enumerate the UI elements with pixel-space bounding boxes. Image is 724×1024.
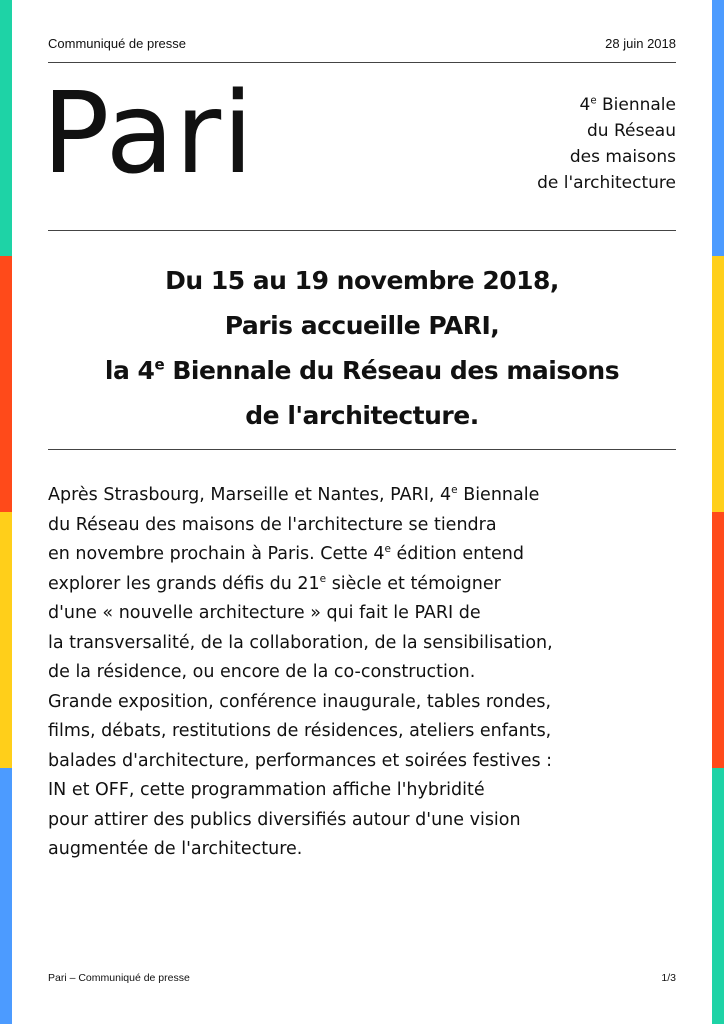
headline-line: la 4e Biennale du Réseau des maisons [104, 355, 620, 385]
subtitle-line: des maisons [569, 147, 676, 167]
body-line: Après Strasbourg, Marseille et Nantes, PARI, 4e Biennale [48, 484, 540, 505]
body-line: IN et OFF, cette programmation affiche l'hybridité [48, 780, 485, 800]
body-line: du Réseau des maisons de l'architecture se tiendra [48, 514, 497, 535]
left-bar-red [0, 256, 12, 512]
right-bar-green [712, 768, 724, 1024]
left-bar-green [0, 0, 12, 256]
body-line: en novembre prochain à Paris. Cette 4e édition entend [48, 543, 525, 564]
header-rule [48, 62, 676, 63]
page-number: 1/3 [661, 972, 676, 984]
body-line: de la résidence, ou encore de la co-construction. [48, 662, 476, 682]
body-line: la transversalité, de la collaboration, de la sensibilisation, [48, 632, 553, 653]
subtitle-line: 4e Biennale [579, 95, 676, 115]
headline-line: Paris accueille PARI, [224, 311, 500, 340]
body-line: augmentée de l'architecture. [48, 839, 303, 859]
body-line: films, débats, restitutions de résidences, ateliers enfants, [48, 721, 552, 741]
headline-line: de l'architecture. [245, 401, 479, 430]
page-title: Pari [42, 69, 255, 199]
body-line: explorer les grands défis du 21e siècle et témoigner [48, 572, 501, 594]
left-bar-yellow [0, 512, 12, 768]
right-bar-red [712, 512, 724, 768]
body-line: d'une « nouvelle architecture » qui fait le PARI de [48, 603, 481, 623]
headline [48, 258, 676, 438]
page-header [48, 36, 676, 51]
headline-line: Du 15 au 19 novembre 2018, [165, 266, 559, 295]
header-label: Communiqué de presse [48, 36, 187, 51]
headline-rule [48, 449, 676, 450]
title-subtitle [537, 92, 676, 196]
subtitle-line: du Réseau [587, 121, 676, 141]
right-bar-yellow [712, 256, 724, 512]
footer-label: Pari – Communiqué de presse [48, 972, 190, 984]
subtitle-line: de l'architecture [537, 173, 676, 193]
page-footer [48, 972, 676, 984]
body-line: pour attirer des publics diversifiés autour d'une vision [48, 809, 521, 830]
header-date: 28 juin 2018 [605, 36, 676, 51]
right-bar-blue [712, 0, 724, 256]
title-rule [48, 230, 676, 231]
body-line: Grande exposition, conférence inaugurale, tables rondes, [48, 691, 552, 712]
left-bar-blue [0, 768, 12, 1024]
body-line: balades d'architecture, performances et soirées festives : [48, 750, 553, 771]
body-paragraph [48, 481, 684, 865]
